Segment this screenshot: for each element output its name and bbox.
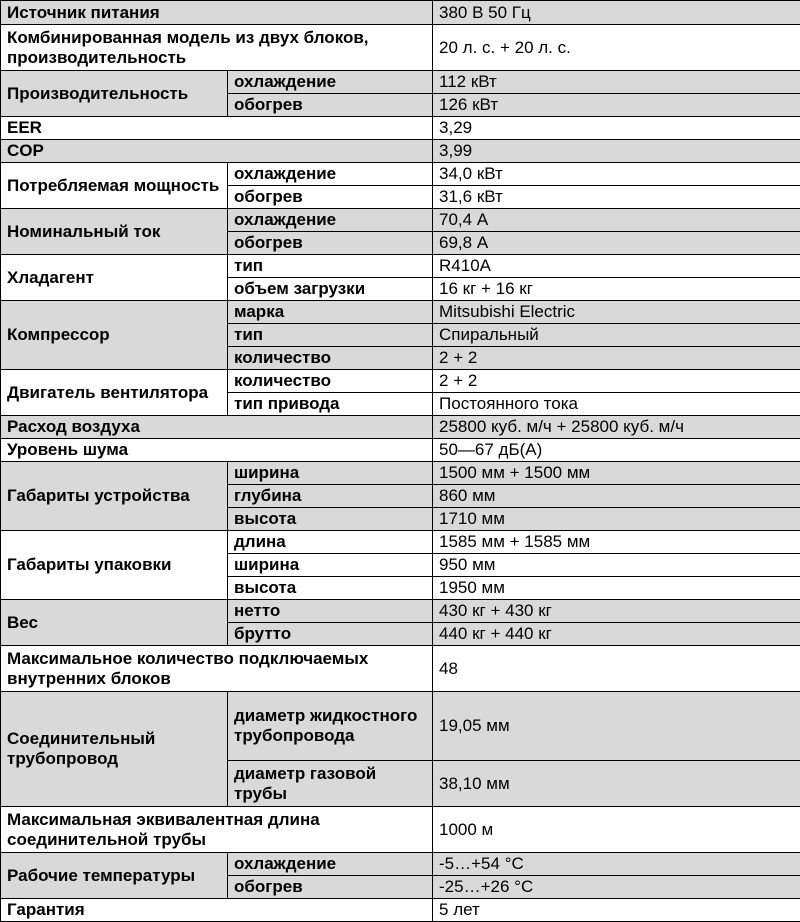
row-unit-dims-width bbox=[1, 462, 800, 485]
row-pack-dims-length bbox=[1, 531, 800, 554]
airflow-label: Расход воздуха bbox=[1, 416, 433, 439]
rated-current-heating-value: 69,8 А bbox=[433, 232, 800, 255]
max-pipe-length-value: 1000 м bbox=[433, 807, 800, 853]
row-operating-temp-cooling bbox=[1, 853, 800, 876]
row-weight-net bbox=[1, 600, 800, 623]
eer-label: EER bbox=[1, 117, 433, 140]
unit-dims-width-label: ширина bbox=[228, 462, 433, 485]
row-airflow bbox=[1, 416, 800, 439]
cop-label: COP bbox=[1, 140, 433, 163]
pack-dims-length-value: 1585 мм + 1585 мм bbox=[433, 531, 800, 554]
refrigerant-type-value: R410A bbox=[433, 255, 800, 278]
rated-current-label: Номинальный ток bbox=[1, 209, 228, 255]
fan-motor-drive-label: тип привода bbox=[228, 393, 433, 416]
noise-value: 50—67 дБ(А) bbox=[433, 439, 800, 462]
row-eer bbox=[1, 117, 800, 140]
piping-gas-value: 38,10 мм bbox=[433, 761, 800, 807]
eer-value: 3,29 bbox=[433, 117, 800, 140]
power-supply-value: 380 В 50 Гц bbox=[433, 1, 800, 25]
combined-model-value: 20 л. с. + 20 л. с. bbox=[433, 25, 800, 71]
operating-temp-cooling-value: -5…+54 °С bbox=[433, 853, 800, 876]
compressor-qty-label: количество bbox=[228, 347, 433, 370]
airflow-value: 25800 куб. м/ч + 25800 куб. м/ч bbox=[433, 416, 800, 439]
warranty-value: 5 лет bbox=[433, 899, 800, 922]
pack-dims-height-value: 1950 мм bbox=[433, 577, 800, 600]
pack-dims-width-value: 950 мм bbox=[433, 554, 800, 577]
fan-motor-label: Двигатель вентилятора bbox=[1, 370, 228, 416]
power-consumption-heating-label: обогрев bbox=[228, 186, 433, 209]
weight-gross-value: 440 кг + 440 кг bbox=[433, 623, 800, 646]
pack-dims-width-label: ширина bbox=[228, 554, 433, 577]
compressor-brand-label: марка bbox=[228, 301, 433, 324]
power-consumption-cooling-label: охлаждение bbox=[228, 163, 433, 186]
refrigerant-type-label: тип bbox=[228, 255, 433, 278]
rated-current-heating-label: обогрев bbox=[228, 232, 433, 255]
unit-dims-label: Габариты устройства bbox=[1, 462, 228, 531]
warranty-label: Гарантия bbox=[1, 899, 433, 922]
operating-temp-cooling-label: охлаждение bbox=[228, 853, 433, 876]
row-noise bbox=[1, 439, 800, 462]
unit-dims-width-value: 1500 мм + 1500 мм bbox=[433, 462, 800, 485]
capacity-label: Производительность bbox=[1, 71, 228, 117]
weight-gross-label: брутто bbox=[228, 623, 433, 646]
row-rated-current-cooling bbox=[1, 209, 800, 232]
capacity-cooling-label: охлаждение bbox=[228, 71, 433, 94]
pack-dims-label: Габариты упаковки bbox=[1, 531, 228, 600]
row-compressor-brand bbox=[1, 301, 800, 324]
refrigerant-charge-value: 16 кг + 16 кг bbox=[433, 278, 800, 301]
compressor-qty-value: 2 + 2 bbox=[433, 347, 800, 370]
unit-dims-height-label: высота bbox=[228, 508, 433, 531]
max-indoor-value: 48 bbox=[433, 646, 800, 692]
weight-label: Вес bbox=[1, 600, 228, 646]
capacity-heating-label: обогрев bbox=[228, 94, 433, 117]
row-refrigerant-type bbox=[1, 255, 800, 278]
row-piping-liquid bbox=[1, 692, 800, 761]
power-consumption-heating-value: 31,6 кВт bbox=[433, 186, 800, 209]
pack-dims-length-label: длина bbox=[228, 531, 433, 554]
row-max-pipe-length bbox=[1, 807, 800, 853]
piping-gas-label: диаметр газовой трубы bbox=[228, 761, 433, 807]
row-power-consumption-cooling bbox=[1, 163, 800, 186]
compressor-label: Компрессор bbox=[1, 301, 228, 370]
refrigerant-label: Хладагент bbox=[1, 255, 228, 301]
capacity-cooling-value: 112 кВт bbox=[433, 71, 800, 94]
cop-value: 3,99 bbox=[433, 140, 800, 163]
row-warranty bbox=[1, 899, 800, 922]
row-cop bbox=[1, 140, 800, 163]
operating-temp-heating-label: обогрев bbox=[228, 876, 433, 899]
pack-dims-height-label: высота bbox=[228, 577, 433, 600]
combined-model-label: Комбинированная модель из двух блоков, производительность bbox=[1, 25, 433, 71]
power-consumption-cooling-value: 34,0 кВт bbox=[433, 163, 800, 186]
fan-motor-qty-label: количество bbox=[228, 370, 433, 393]
weight-net-label: нетто bbox=[228, 600, 433, 623]
power-consumption-label: Потребляемая мощность bbox=[1, 163, 228, 209]
weight-net-value: 430 кг + 430 кг bbox=[433, 600, 800, 623]
rated-current-cooling-label: охлаждение bbox=[228, 209, 433, 232]
max-pipe-length-label: Максимальная эквивалентная длина соединительной трубы bbox=[1, 807, 433, 853]
unit-dims-depth-label: глубина bbox=[228, 485, 433, 508]
row-fan-motor-qty bbox=[1, 370, 800, 393]
unit-dims-depth-value: 860 мм bbox=[433, 485, 800, 508]
row-power-supply bbox=[1, 1, 800, 25]
unit-dims-height-value: 1710 мм bbox=[433, 508, 800, 531]
compressor-brand-value: Mitsubishi Electric bbox=[433, 301, 800, 324]
compressor-type-label: тип bbox=[228, 324, 433, 347]
max-indoor-label: Максимальное количество подключаемых внутренних блоков bbox=[1, 646, 433, 692]
row-max-indoor bbox=[1, 646, 800, 692]
row-capacity-cooling bbox=[1, 71, 800, 94]
piping-liquid-value: 19,05 мм bbox=[433, 692, 800, 761]
rated-current-cooling-value: 70,4 А bbox=[433, 209, 800, 232]
piping-label: Соединительный трубопровод bbox=[1, 692, 228, 807]
noise-label: Уровень шума bbox=[1, 439, 433, 462]
piping-liquid-label: диаметр жидкостного трубопровода bbox=[228, 692, 433, 761]
capacity-heating-value: 126 кВт bbox=[433, 94, 800, 117]
fan-motor-qty-value: 2 + 2 bbox=[433, 370, 800, 393]
refrigerant-charge-label: объем загрузки bbox=[228, 278, 433, 301]
compressor-type-value: Спиральный bbox=[433, 324, 800, 347]
operating-temp-label: Рабочие температуры bbox=[1, 853, 228, 899]
power-supply-label: Источник питания bbox=[1, 1, 433, 25]
operating-temp-heating-value: -25…+26 °С bbox=[433, 876, 800, 899]
fan-motor-drive-value: Постоянного тока bbox=[433, 393, 800, 416]
row-combined-model bbox=[1, 25, 800, 71]
